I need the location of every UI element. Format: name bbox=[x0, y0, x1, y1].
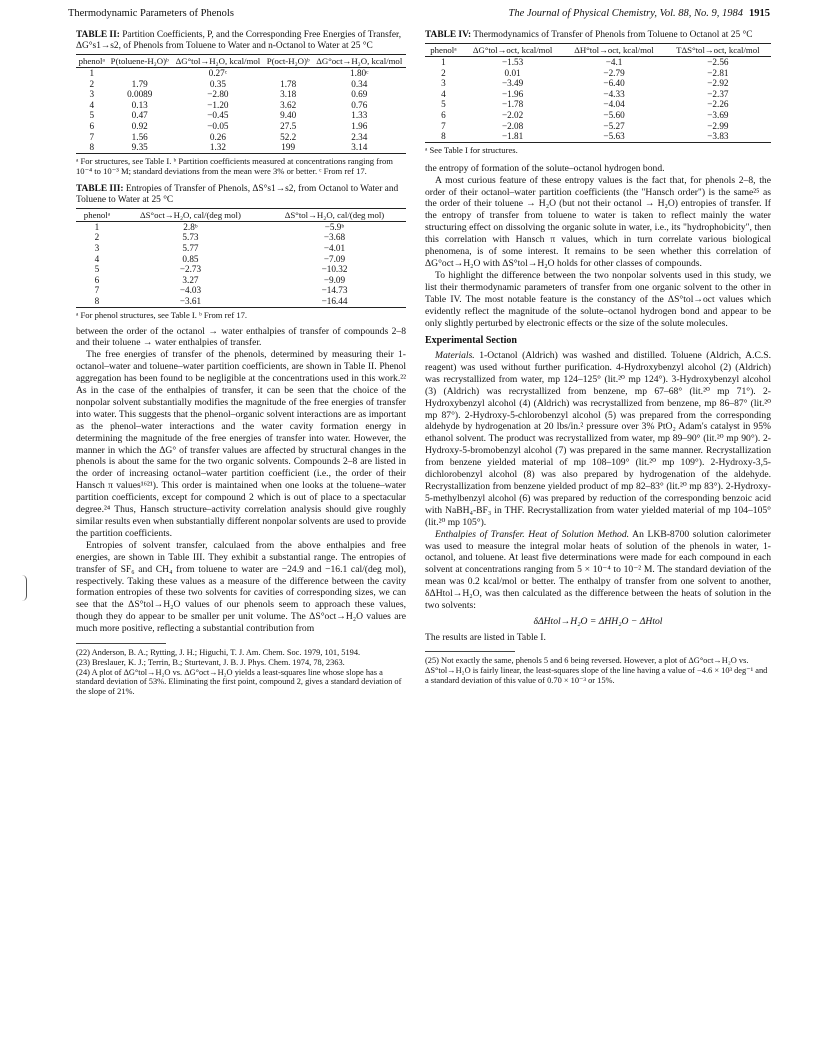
table2-col-header: P(toluene-H₂O)ᵇ bbox=[110, 56, 169, 66]
table-cell: −4.03 bbox=[179, 285, 202, 296]
table4-note: ᵃ See Table I for structures. bbox=[425, 144, 518, 155]
table-cell: 0.13 bbox=[131, 99, 148, 110]
table4-col-header: ΔH°tol→oct, kcal/mol bbox=[574, 45, 654, 55]
table-cell: 2 bbox=[94, 232, 100, 243]
table-cell: −14.73 bbox=[321, 285, 348, 296]
table3-body bbox=[76, 221, 406, 307]
table-cell: −1.53 bbox=[501, 57, 524, 67]
table-cell: 1.32 bbox=[209, 142, 226, 153]
table-cell: 4 bbox=[94, 253, 100, 264]
table-cell: −2.92 bbox=[707, 78, 729, 89]
table3-caption-text: Entropies of Transfer of Phenols, ΔS°s1→s2, from Octanol to Water and Toluene to Water at 25 °C bbox=[76, 183, 399, 205]
table-cell: 3.14 bbox=[351, 142, 368, 153]
table-cell: −3.49 bbox=[501, 78, 524, 89]
table-row bbox=[76, 243, 406, 254]
table-row bbox=[76, 296, 406, 307]
table-cell: 3 bbox=[94, 242, 100, 253]
table-cell: 0.35 bbox=[209, 78, 226, 89]
table3-header-row bbox=[76, 208, 406, 221]
body-paragraph: The free energies of transfer of the phenols, determined by measuring their 1-octanol–water and toluene–water partition coefficients, are shown in Table II. Phenol aggregation has been found to be negligible at the concentrations used in this work.²² As in the case of the enthalpies of transfer, it can be seen that the choice of the nonpolar solvent substantially modifies the magnitude of the free energies of transfer into water. This suggests that the phenol–organic solvent interactions are as important as the phenol–water interactions and the water cavity formation energy in determining the magnitude of the free energies of transfer into water. However, the manner in which the ΔG° of transfer values are affected by structural changes in the phenols is about the same for the two organic solvents. Compounds 2–8 are listed in the order of increasing octanol–water partition coefficient (i.e., the order of their Hansch π values¹⁶²¹). This order is maintained when one looks at the toluene–water partition coefficients, except for compound 2 which is out of place to a spectacular degree.²⁴ Thus, Hansch structure–activity correlation analysis should give roughly similar results even when substantially different nonpolar solvents are used to provide the partition coefficients. bbox=[76, 349, 406, 539]
table-cell: −4.1 bbox=[605, 57, 623, 67]
table4-header-row bbox=[425, 44, 771, 57]
table2-note: ᵃ For structures, see Table I. ᵇ Partition coefficients measured at concentrations ranging from 10⁻⁴ to 10⁻³ M; standard deviations from the mean were 3% or better. ᶜ From ref 17. bbox=[76, 155, 393, 176]
table4-col-header: phenolᵃ bbox=[430, 45, 457, 55]
table-row bbox=[76, 221, 406, 232]
table-cell: −7.09 bbox=[323, 253, 346, 264]
table-cell: 0.26 bbox=[209, 131, 226, 142]
right-column bbox=[425, 30, 771, 686]
table4-col-header: TΔS°tol→oct, kcal/mol bbox=[676, 45, 760, 55]
table-cell: 6 bbox=[89, 120, 95, 131]
enthalpy-text: An LKB-8700 solution calorimeter was used to measure the integral molar heats of solution of the phenols in water, 1-octanol, and toluene. At least five determinations were made for each compound in each solvent at concentrations ranging from 5 × 10⁻⁴ to 10⁻² M. The standard deviation of the mean was 0.2 kcal/mol or better. The enthalpy of transfer from one solvent to another, δΔHtol→H₂O, was then calculated as the difference between the heats of solution in the two solvents: bbox=[425, 528, 772, 612]
table-cell: −2.08 bbox=[501, 120, 524, 131]
table-row bbox=[425, 110, 771, 121]
table-cell: 1 bbox=[441, 57, 446, 67]
table-cell: −1.96 bbox=[501, 88, 524, 99]
body-paragraph: the entropy of formation of the solute–octanol hydrogen bond. bbox=[425, 162, 665, 174]
table2-col-header: P(oct-H₂O)ᵇ bbox=[266, 56, 310, 66]
footnote: (23) Breslauer, K. J.; Terrin, B.; Sturtevant, J. B. J. Phys. Chem. 1974, 78, 2363. bbox=[76, 657, 345, 667]
table-cell: 3 bbox=[441, 78, 446, 89]
journal-citation: The Journal of Physical Chemistry, Vol. 88, No. 9, 1984 bbox=[508, 8, 743, 19]
table2-col-header: ΔG°oct→H₂O, kcal/mol bbox=[316, 56, 403, 66]
table-cell: 1 bbox=[89, 68, 95, 78]
body-paragraph: To highlight the difference between the two nonpolar solvents used in this study, we list their thermodynamic parameters of transfer from one organic solvent to the other in Table IV. The most notable feature is the constancy of the ΔS°tol→oct values which evidently reflect the magnitude of the solute–octanol hydrogen bond and appear to be only slightly perturbed by electronic effects or the size of the solute molecules. bbox=[425, 269, 771, 329]
table-cell: −4.33 bbox=[603, 88, 625, 99]
enthalpy-title: Enthalpies of Transfer. Heat of Solution Method. bbox=[435, 528, 630, 540]
table-cell: 5 bbox=[94, 264, 100, 275]
table4-col-header: ΔG°tol→oct, kcal/mol bbox=[472, 45, 553, 55]
table-cell: 0.85 bbox=[182, 253, 199, 264]
table-cell: −4.01 bbox=[323, 242, 346, 253]
table-cell: −9.09 bbox=[323, 274, 346, 285]
table-row bbox=[76, 254, 406, 265]
table-cell: 0.27ᶜ bbox=[208, 68, 228, 78]
table-cell: 1.56 bbox=[131, 131, 148, 142]
enthalpy-paragraph bbox=[425, 529, 771, 612]
table-cell: 8 bbox=[441, 131, 446, 142]
table3-col-header: phenolᵃ bbox=[83, 209, 111, 220]
table-row bbox=[425, 89, 771, 100]
body-paragraph: Entropies of solvent transfer, calculaed from the above enthalpies and free energies, are shown in Table III. They exhibit a substantial range. The entropies of transfer of SF₆ and CH₄ from toluene to water are −24.9 and −16.1 cal/(deg mol), respectively. Taking these values as a measure of the difference between the cavity formation entropies of these two solvents for cavities of corresponding sizes, we can see that the ΔS°tol→H₂O values of our phenols seem to approach these values, though they do appear to be smaller per unit volume. The ΔS°oct→H₂O values are much more positive, reflecting a substantial contribution from bbox=[76, 539, 406, 635]
table-row bbox=[425, 121, 771, 132]
table-row bbox=[76, 142, 406, 153]
table-cell: −0.05 bbox=[207, 120, 229, 131]
table-cell: 3.62 bbox=[280, 99, 297, 110]
table-cell: 1.96 bbox=[351, 120, 368, 131]
table-cell: 5.77 bbox=[182, 242, 199, 253]
table4-caption-text: Thermodynamics of Transfer of Phenols from Toluene to Octanol at 25 °C bbox=[473, 30, 753, 40]
table-cell: 3 bbox=[89, 89, 95, 100]
table2-caption-text: Partition Coefficients, P, and the Corresponding Free Energies of Transfer, ΔG°s1→s2, of Phenols from Toluene to Water and n-Octanol to Water at 25 °C bbox=[76, 30, 402, 51]
table-cell: −2.79 bbox=[603, 67, 625, 78]
table-cell: −2.37 bbox=[707, 88, 729, 99]
table-cell: 5.73 bbox=[182, 232, 199, 243]
table2-body bbox=[76, 68, 406, 154]
margin-mark bbox=[22, 575, 27, 601]
materials-title: Materials. bbox=[435, 350, 475, 362]
table-cell: 0.34 bbox=[351, 78, 368, 89]
table3-note: ᵃ For phenol structures, see Table I. ᵇ From ref 17. bbox=[76, 309, 248, 320]
table-cell: −1.78 bbox=[501, 99, 524, 110]
table2-header-row bbox=[76, 55, 406, 68]
table-cell: −0.45 bbox=[207, 110, 229, 121]
table3-caption bbox=[76, 184, 406, 206]
table-cell: 2.34 bbox=[351, 131, 368, 142]
table-row bbox=[76, 68, 406, 79]
body-paragraph: between the order of the octanol → water enthalpies of transfer of compounds 2–8 and their toluene → water enthalpies of transfer. bbox=[76, 325, 406, 349]
table-cell: −5.9ᵇ bbox=[324, 221, 345, 232]
table-cell: −1.81 bbox=[501, 131, 524, 142]
table-cell: 2 bbox=[441, 67, 446, 78]
table-row bbox=[76, 89, 406, 100]
left-column bbox=[76, 30, 406, 697]
table-row bbox=[76, 132, 406, 143]
table-cell: 5 bbox=[441, 99, 446, 110]
table-cell bbox=[264, 68, 313, 79]
table4-body bbox=[425, 57, 771, 143]
table-row bbox=[76, 121, 406, 132]
table-cell: 5 bbox=[89, 110, 95, 121]
table-cell: 7 bbox=[441, 120, 446, 131]
table-row bbox=[76, 275, 406, 286]
header-right bbox=[509, 8, 771, 19]
table-cell: 8 bbox=[94, 295, 100, 306]
table2-col-header: ΔG°tol→H₂O, kcal/mol bbox=[175, 56, 261, 66]
table-cell: 0.69 bbox=[351, 89, 368, 100]
table-cell: 3.27 bbox=[182, 274, 199, 285]
table-cell: 1.33 bbox=[351, 110, 368, 121]
page-number: 1915 bbox=[749, 8, 770, 19]
footnote: (24) A plot of ΔG°tol→H₂O vs. ΔG°oct→H₂O yields a least-squares line whose slope has a standard deviation of 53%. Eliminating the first point, compound 2, gives a standard deviation of the slope of 21%. bbox=[76, 667, 402, 697]
results-line: The results are listed in Table I. bbox=[425, 631, 546, 643]
table-cell: −5.60 bbox=[603, 109, 625, 120]
table-cell: 52.2 bbox=[280, 131, 297, 142]
table-cell: 9.40 bbox=[280, 110, 297, 121]
table4 bbox=[425, 43, 771, 143]
table-cell: −3.68 bbox=[323, 232, 346, 243]
table-cell: −5.27 bbox=[603, 120, 625, 131]
materials-paragraph bbox=[425, 350, 771, 529]
section-heading: Experimental Section bbox=[425, 335, 517, 347]
table2-label: TABLE II: bbox=[76, 30, 120, 40]
table-row bbox=[425, 57, 771, 68]
table-cell: −2.56 bbox=[707, 57, 729, 67]
table-cell: −2.80 bbox=[207, 89, 229, 100]
table-cell: 0.01 bbox=[504, 67, 521, 78]
table-cell: −2.99 bbox=[707, 120, 729, 131]
table2 bbox=[76, 54, 406, 154]
table-row bbox=[76, 79, 406, 90]
table-row bbox=[425, 68, 771, 79]
table-cell: 27.5 bbox=[280, 120, 297, 131]
table-row bbox=[425, 78, 771, 89]
table-cell: 9.35 bbox=[131, 142, 148, 153]
footnote: (25) Not exactly the same, phenols 5 and 6 being reversed. However, a plot of ΔG°oct→H₂O vs. ΔS°tol→H₂O is fairly linear, the least-squares slope of the line having a value of −4.6 × 10³ deg⁻¹ and a standard deviation of this value of 0.70 × 10⁻³ or 15%. bbox=[425, 656, 768, 686]
table-cell: 1.79 bbox=[131, 78, 148, 89]
table-cell: 2.8ᵇ bbox=[183, 221, 198, 232]
table4-caption bbox=[425, 30, 771, 41]
table-cell: −4.04 bbox=[603, 99, 625, 110]
table-cell: 1 bbox=[94, 221, 100, 232]
table3-col-header: ΔS°oct→H₂O, cal/(deg mol) bbox=[140, 209, 241, 220]
table-cell: 6 bbox=[94, 274, 100, 285]
table-row bbox=[425, 99, 771, 110]
table-cell: −2.02 bbox=[501, 109, 524, 120]
table-row bbox=[76, 100, 406, 111]
table-cell: 7 bbox=[94, 285, 100, 296]
table-row bbox=[425, 131, 771, 142]
table-cell: 0.76 bbox=[351, 99, 368, 110]
table-row bbox=[76, 264, 406, 275]
table-cell: −3.69 bbox=[707, 109, 729, 120]
table-cell: 3.18 bbox=[280, 89, 297, 100]
table-row bbox=[76, 285, 406, 296]
table-cell: −3.61 bbox=[179, 295, 202, 306]
table-cell: −2.26 bbox=[707, 99, 729, 110]
table-cell: 4 bbox=[89, 99, 95, 110]
table-cell: −2.81 bbox=[707, 67, 729, 78]
table-cell: −6.40 bbox=[603, 78, 625, 89]
table-cell: −3.83 bbox=[707, 131, 729, 142]
footnote-rule bbox=[425, 651, 515, 652]
materials-text: 1-Octanol (Aldrich) was washed and distilled. Toluene (Aldrich, A.C.S. reagent) was used without further purification. 4-Hydroxybenzyl alcohol (2) (Aldrich) was recrystallized from water, mp 124–125° (lit.²⁰ mp 124°). 3-Hydroxybenzyl alcohol (3) (Aldrich) was recrystallized from benzene, mp 67–68° (lit.²⁰ mp 71°). 2-Hydroxybenzyl alcohol (4) (Aldrich) was recrystallized from benzene, mp 86–87° (lit.²⁰ mp 87°). 2-Hydroxy-5-chlorobenzyl alcohol (5) was prepared from the corresponding aldehyde by hydrogenation at 20 lbs/in.² pressure over 3% PtO₂ Adam's catalyst in 95% ethanol solvent. The product was recrystallized from water, mp 89–90° (lit.²⁰ mp 90°). 2-Hydroxy-5-bromobenzyl alcohol (7) was prepared in the same manner. Recrystallization from benzene yielded material of mp 108–109° (lit.²⁰ mp 109°). 2-Hydroxy-3,5-dichlorobenzyl alcohol (8) was also prepared by hydrogenation of the aldehyde. Recrystallization from benzene yielded product of mp 82–83° (lit.²⁰ mp 83°). 2-Hydroxy-5-methylbenzyl alcohol (6) was prepared by reduction of the corresponding benzoic acid with NaBH₄-BF₃ in THF. Recrystallization from water yielded material of mp 104–105° (lit.²⁰ mp 105°). bbox=[425, 350, 771, 528]
body-paragraph: A most curious feature of these entropy values is the fact that, for phenols 2–8, the order of their octanol–water partition coefficients (the "Hansch order") is the same²⁵ as the order of their toluene → H₂O (but not their octanol → H₂O) entropies of transfer. If the entropy of transfer from toluene to water is taken to reflect mainly the water structuring effect on dissolving the organic solute in water, i.e., its "hydrophobicity", then this correlation with Hansch π values, which in turn correlate various biological phenomena, is of some interest. It remains to be seen whether this correlation of ΔG°oct→H₂O with ΔS°tol→H₂O holds for other classes of compounds. bbox=[425, 174, 771, 269]
table-cell: 1.80ᶜ bbox=[350, 68, 369, 78]
table-cell: 4 bbox=[441, 88, 446, 99]
table3-col-header: ΔS°tol→H₂O, cal/(deg mol) bbox=[284, 209, 385, 220]
table-cell: 0.92 bbox=[131, 120, 148, 131]
footnote-rule bbox=[76, 643, 166, 644]
table-cell: 0.0089 bbox=[127, 89, 153, 100]
table-cell: −1.20 bbox=[207, 99, 229, 110]
table4-label: TABLE IV: bbox=[425, 30, 472, 40]
table-row bbox=[76, 110, 406, 121]
table2-caption bbox=[76, 30, 406, 52]
table-cell: 8 bbox=[89, 142, 95, 153]
table-row bbox=[76, 232, 406, 243]
table-cell: 0.47 bbox=[131, 110, 148, 121]
table-cell: 6 bbox=[441, 109, 446, 120]
header-left: Thermodynamic Parameters of Phenols bbox=[68, 8, 234, 19]
table-cell: −16.44 bbox=[321, 295, 348, 306]
table3-label: TABLE III: bbox=[76, 183, 124, 194]
table-cell: 2 bbox=[89, 78, 95, 89]
table2-col-header: phenolᵃ bbox=[78, 56, 105, 66]
table-cell: −10.32 bbox=[321, 264, 348, 275]
equation: δΔHtol→H₂O = ΔHH₂O − ΔHtol bbox=[533, 615, 663, 627]
table-cell: −2.73 bbox=[179, 264, 202, 275]
table-cell: 1.78 bbox=[280, 78, 297, 89]
table-cell: −5.63 bbox=[603, 131, 625, 142]
table-cell bbox=[108, 68, 172, 79]
running-header bbox=[68, 8, 770, 24]
table-cell: 7 bbox=[89, 131, 95, 142]
table-cell: 199 bbox=[281, 142, 296, 153]
footnote: (22) Anderson, B. A.; Rytting, J. H.; Higuchi, T. J. Am. Chem. Soc. 1979, 101, 5194. bbox=[76, 648, 361, 658]
table3 bbox=[76, 208, 406, 308]
